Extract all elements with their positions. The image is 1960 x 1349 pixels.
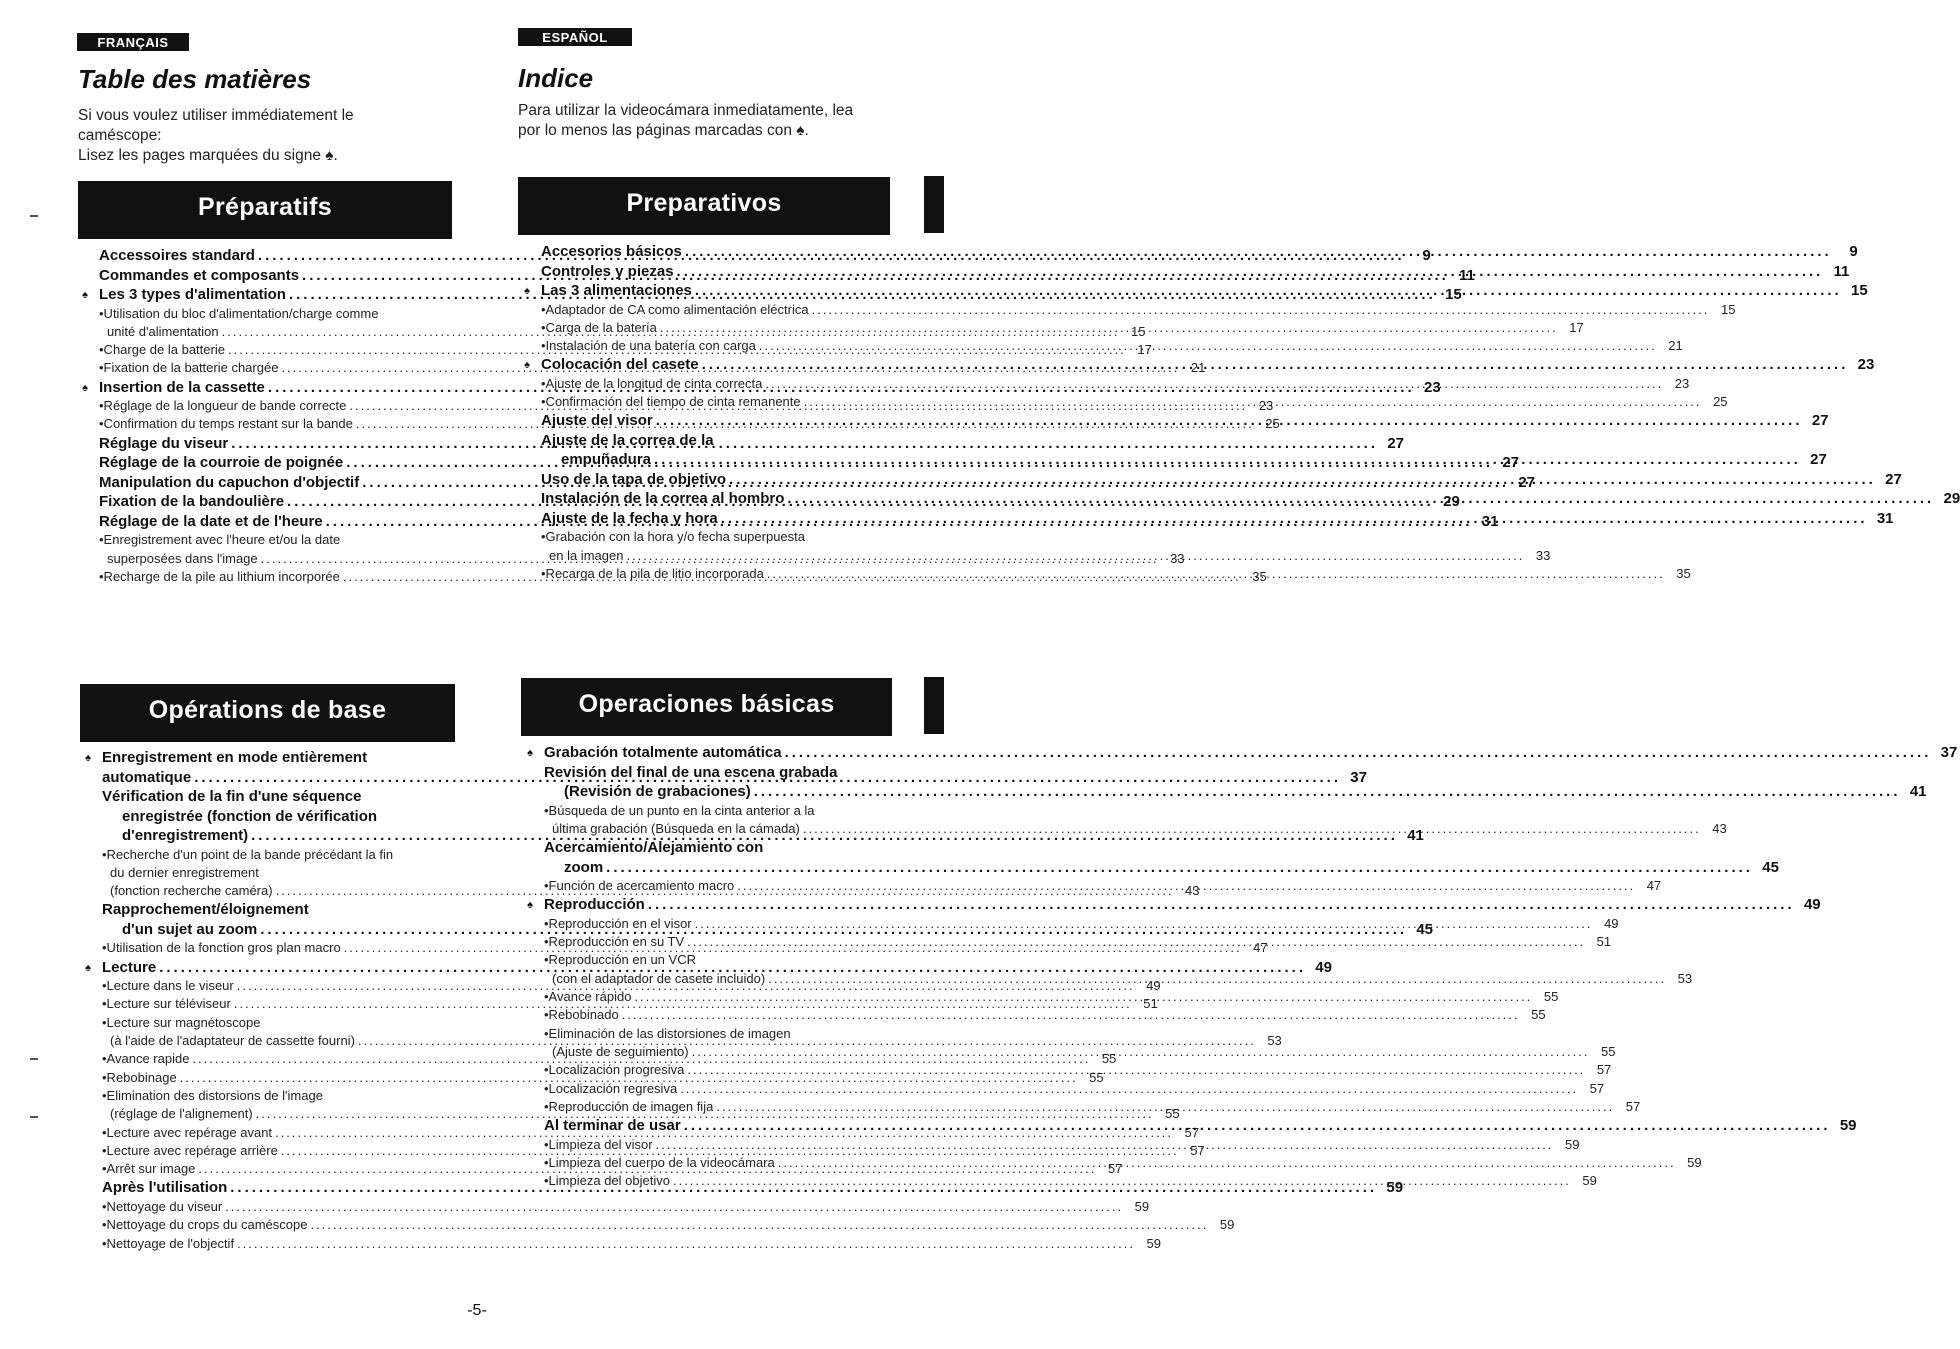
page-reference: 11 <box>1833 262 1850 280</box>
dot-leader <box>670 1172 1571 1190</box>
dot-leader <box>645 895 1795 915</box>
toc-entry-text: Après l'utilisation <box>102 1179 228 1197</box>
toc-entry-text: Uso de la tapa de objetivo <box>541 470 727 488</box>
toc-entry-text: •Función de acercamiento macro <box>544 878 735 894</box>
toc-entry-text: •Limpieza del objetivo <box>544 1173 670 1189</box>
page-reference: 57 <box>1190 1142 1205 1158</box>
page-reference: 23 <box>1424 378 1441 396</box>
dot-leader <box>657 319 1558 337</box>
page-reference: 43 <box>1712 820 1727 836</box>
toc-entry-text: Insertion de la cassette <box>99 378 265 396</box>
toc-entry-text: •Reproducción en su TV <box>544 934 685 950</box>
intro-line: por lo menos las páginas marcadas con ♠. <box>518 122 809 139</box>
toc-entry-text: Réglage de la date et de l'heure <box>99 512 323 530</box>
page-reference: 55 <box>1101 1051 1117 1067</box>
toc-entry-text: •Rebobinado <box>544 1007 619 1023</box>
toc-entry-text: Controles y piezas <box>541 262 674 280</box>
toc-entry-text: •Enregistrement avec l'heure et/ou la date <box>99 532 341 548</box>
toc-entry-text: Grabación totalmente automática <box>544 744 782 761</box>
toc-entry <box>527 895 1821 915</box>
toc-entry-text: zoom <box>564 858 604 876</box>
toc-entry-text: •Nettoyage de l'objectif <box>102 1235 235 1251</box>
dot-leader <box>809 301 1710 319</box>
toc-subentry <box>541 547 1551 565</box>
toc-subentry <box>544 951 896 969</box>
dot-leader <box>619 1006 1520 1024</box>
toc-entry-text: Lecture <box>102 958 157 976</box>
dot-leader <box>699 355 1849 375</box>
section-banner-operaciones-basicas <box>521 678 892 736</box>
page-reference: 25 <box>1265 416 1280 432</box>
intro-line: caméscope: <box>78 127 162 144</box>
edge-thumb-tab <box>924 677 944 734</box>
toc-subentry <box>544 1043 1616 1061</box>
toc-entry <box>541 262 1850 282</box>
page-reference: 21 <box>1190 360 1206 376</box>
page-reference: 43 <box>1185 883 1200 899</box>
page-reference: 57 <box>1596 1062 1612 1078</box>
toc-entry-text: Ajuste del visor <box>541 412 653 430</box>
toc-entry-text: •Nettoyage du crops du caméscope <box>102 1217 308 1233</box>
dot-leader <box>623 547 1524 565</box>
intro-line: Lisez les pages marquées du signe ♠. <box>78 147 338 164</box>
toc-entry-text: •Recherche d'un point de la bande précédant la fin <box>102 846 394 862</box>
page-reference: 9 <box>1849 243 1858 260</box>
toc-entry-text: •Localización regresiva <box>544 1080 678 1096</box>
dot-leader <box>682 242 1832 262</box>
page-reference: 21 <box>1668 338 1683 354</box>
intro-line: Si vous voulez utiliser immédiatement le <box>78 107 354 124</box>
toc-entry-text: Ajuste de la correa de la <box>541 431 714 449</box>
page-reference: 23 <box>1857 356 1875 374</box>
page-reference: 59 <box>1146 1235 1161 1251</box>
toc-entry-text: du dernier enregistrement <box>110 864 259 880</box>
toc-entry-text: enregistrée (fonction de vérification <box>122 807 378 825</box>
dot-leader <box>726 470 1876 490</box>
toc-subentry <box>102 846 458 864</box>
page-title-spanish: Indice <box>518 63 594 93</box>
spade-marker-icon: ♠ <box>527 747 533 759</box>
page-reference: 51 <box>1143 996 1158 1012</box>
toc-entry <box>541 450 1827 470</box>
page-reference: 37 <box>1350 768 1367 786</box>
toc-entry-text: •Localización progresiva <box>544 1062 685 1078</box>
toc-subentry <box>102 864 458 882</box>
toc-entry-text: •Búsqueda de un punto en la cinta anterior a la <box>544 802 815 818</box>
dot-leader <box>674 262 1824 282</box>
page-reference: 15 <box>1445 286 1462 303</box>
page-reference: 37 <box>1940 744 1958 761</box>
toc-entry <box>541 509 1894 529</box>
toc-entry <box>541 470 1902 490</box>
toc-entry-text: •Arrêt sur image <box>102 1161 196 1177</box>
toc-entry-text: •Utilisation du bloc d'alimentation/charge comme <box>99 305 379 321</box>
toc-entry-text: •Recharge de la pile au lithium incorporée <box>99 568 340 584</box>
page-reference: 33 <box>1170 550 1185 566</box>
toc-entry-text: •Avance rapide <box>102 1051 190 1067</box>
dot-leader <box>681 1116 1831 1136</box>
section-heading: Opérations de base <box>148 696 387 724</box>
dot-leader <box>801 393 1702 411</box>
page-reference: 23 <box>1258 398 1274 414</box>
spade-marker-icon: ♠ <box>85 961 91 974</box>
toc-entry-text: •Réglage de la longueur de bande correcte <box>99 398 347 414</box>
toc-entry-text: •Limpieza del cuerpo de la videocámara <box>544 1154 775 1170</box>
page-reference: 45 <box>1762 858 1779 876</box>
toc-entry-text: Accesorios básicos <box>541 243 682 260</box>
dot-leader <box>222 1198 1123 1216</box>
toc-entry <box>524 281 1868 301</box>
toc-entry-text: superposées dans l'image <box>107 550 258 566</box>
page-reference: 55 <box>1089 1069 1104 1085</box>
page-reference: 25 <box>1713 394 1728 410</box>
toc-subentry <box>541 375 1690 393</box>
toc-entry-text: Manipulation du capuchon d'objectif <box>99 473 360 491</box>
page-reference: 17 <box>1569 319 1584 335</box>
toc-subentry <box>544 1006 1546 1024</box>
toc-entry-text: automatique <box>102 768 192 786</box>
intro-line: Para utilizar la videocámara inmediatamente, lea <box>518 102 854 119</box>
dot-leader <box>692 281 1842 301</box>
dot-leader <box>307 1216 1208 1234</box>
toc-entry-text: (Ajuste de seguimiento) <box>552 1043 689 1059</box>
toc-entry-text: •Instalación de una batería con carga <box>541 338 756 354</box>
toc-entry-text: Las 3 alimentaciones <box>541 282 692 299</box>
page-reference: 59 <box>1687 1154 1702 1170</box>
page-reference: 57 <box>1589 1080 1605 1096</box>
toc-entry-text: Commandes et composants <box>99 266 300 284</box>
toc-entry-text: •Lecture sur magnétoscope <box>102 1014 261 1030</box>
page-reference: 55 <box>1543 989 1559 1005</box>
toc-subentry <box>541 565 1691 583</box>
section-heading: Operaciones básicas <box>578 690 835 718</box>
toc-entry-text: •Lecture avec repérage avant <box>102 1124 273 1140</box>
page-reference: 27 <box>1810 451 1827 469</box>
page-reference: 35 <box>1676 566 1691 582</box>
page-reference: 41 <box>1909 783 1927 800</box>
page-reference: 55 <box>1531 1007 1546 1023</box>
toc-entry <box>102 807 458 827</box>
dot-leader <box>718 509 1868 529</box>
intro-french <box>78 106 408 166</box>
toc-entry-text: •Eliminación de las distorsiones de imagen <box>544 1025 791 1041</box>
toc-entry-text: •Reproducción en el visor <box>544 915 692 931</box>
page-reference: 51 <box>1596 934 1612 950</box>
toc-entry-text: •Recarga de la pila de litio incorporada <box>541 566 764 582</box>
toc-list-preparativos <box>524 242 1960 583</box>
toc-entry-text: •Lecture dans le viseur <box>102 978 234 994</box>
page-reference: 41 <box>1407 827 1424 844</box>
page-reference: 31 <box>1481 512 1499 530</box>
page-reference: 33 <box>1535 547 1551 563</box>
toc-entry-text: •Utilisation de la fonction gros plan macro <box>102 940 341 956</box>
toc-entry <box>544 838 896 858</box>
dot-leader <box>756 337 1657 355</box>
language-tag-french: FRANÇAIS <box>77 33 189 51</box>
toc-entry <box>541 242 1858 262</box>
toc-entry-text: última grabación (Búsqueda en la cámada) <box>552 820 800 836</box>
dot-leader <box>764 565 1665 583</box>
dot-leader <box>603 858 1753 878</box>
page-reference: 29 <box>1943 490 1960 508</box>
toc-subentry <box>544 1025 896 1043</box>
toc-entry-text: Revisión del final de una escena grabada <box>544 763 838 781</box>
toc-subentry <box>102 1198 1150 1216</box>
dot-leader <box>751 782 1901 802</box>
margin-tick <box>30 1058 38 1060</box>
page-reference: 27 <box>1518 473 1536 491</box>
spade-marker-icon: ♠ <box>524 359 530 372</box>
toc-subentry <box>102 1235 1161 1253</box>
page-reference: 47 <box>1253 940 1268 956</box>
spade-marker-icon: ♠ <box>524 285 530 297</box>
page-number: -5- <box>467 1302 487 1319</box>
toc-entry-text: empuñadura <box>561 451 652 469</box>
toc-entry <box>541 489 1960 509</box>
spade-marker-icon: ♠ <box>85 752 91 764</box>
page-title-french: Table des matières <box>78 64 312 94</box>
toc-entry <box>544 782 1927 802</box>
page-reference: 15 <box>1131 323 1146 339</box>
page-reference: 45 <box>1416 920 1434 938</box>
toc-subentry <box>102 1014 458 1032</box>
page-reference: 9 <box>1422 247 1431 264</box>
toc-entry-text: •Nettoyage du viseur <box>102 1198 223 1214</box>
toc-entry-text: Réglage de la courroie de poignée <box>99 454 344 472</box>
toc-entry-text: •Reproducción en un VCR <box>544 952 696 968</box>
toc-entry-text: Instalación de la correa al hombro <box>541 490 785 508</box>
page-reference: 17 <box>1137 342 1152 358</box>
toc-entry-text: Acercamiento/Alejamiento con <box>544 839 764 857</box>
dot-leader <box>653 411 1803 431</box>
page-reference: 15 <box>1851 282 1868 299</box>
page-reference: 59 <box>1565 1136 1580 1152</box>
toc-entry-text: •Lecture avec repérage arrière <box>102 1142 278 1158</box>
dot-leader <box>800 820 1701 838</box>
toc-entry-text: •Limpieza del visor <box>544 1136 653 1152</box>
page-reference: 47 <box>1646 878 1662 894</box>
section-heading: Préparatifs <box>198 193 332 221</box>
toc-entry-text: (réglage de l'alignement) <box>110 1106 253 1122</box>
toc-entry-text: (à l'aide de l'adaptateur de cassette fourni) <box>110 1033 355 1049</box>
toc-entry-text: •Elimination des distorsions de l'image <box>102 1087 323 1103</box>
dot-leader <box>684 933 1585 951</box>
toc-entry-text: d'enregistrement) <box>122 827 249 844</box>
dot-leader <box>653 1136 1554 1154</box>
page-reference: 57 <box>1625 1098 1641 1114</box>
toc-subentry <box>99 531 455 549</box>
page-reference: 57 <box>1107 1161 1123 1177</box>
page-reference: 27 <box>1885 470 1902 488</box>
toc-entry-text: (Revisión de grabaciones) <box>564 783 751 800</box>
toc-entry-text: (con el adaptador de casete incluido) <box>552 970 766 986</box>
page-reference: 49 <box>1315 958 1332 976</box>
dot-leader <box>762 375 1663 393</box>
page-reference: 59 <box>1386 1179 1404 1197</box>
toc-entry-text: Rapprochement/éloignement <box>102 901 309 919</box>
toc-entry <box>541 431 893 451</box>
page-reference: 59 <box>1839 1117 1857 1135</box>
page-reference: 53 <box>1677 970 1693 986</box>
dot-leader <box>234 1235 1135 1253</box>
toc-entry <box>544 858 1779 878</box>
toc-entry-text: •Avance rápido <box>544 989 632 1005</box>
toc-entry-text: •Carga de la batería <box>541 319 657 335</box>
toc-entry <box>102 900 458 920</box>
toc-entry-text: d'un sujet au zoom <box>122 920 258 938</box>
margin-tick <box>30 1116 38 1118</box>
edge-thumb-tab <box>924 176 944 233</box>
toc-entry-text: Accessoires standard <box>99 247 255 264</box>
toc-subentry <box>99 305 455 323</box>
toc-entry-text: •Confirmación del tiempo de cinta remanente <box>541 394 801 410</box>
page-reference: 55 <box>1601 1043 1616 1059</box>
section-banner-preparativos <box>518 177 890 235</box>
page-reference: 49 <box>1604 915 1619 931</box>
intro-spanish <box>518 101 898 141</box>
section-heading: Preparativos <box>626 189 782 217</box>
spade-marker-icon: ♠ <box>82 381 88 394</box>
page-reference: 57 <box>1184 1124 1199 1140</box>
toc-entry-text: Réglage du viseur <box>99 434 229 452</box>
toc-entry-text: •Adaptador de CA como alimentación eléctrica <box>541 301 809 317</box>
toc-entry-text: Fixation de la bandoulière <box>99 493 285 511</box>
toc-subentry <box>544 802 896 820</box>
toc-entry-text: •Rebobinage <box>102 1069 177 1085</box>
page-reference: 27 <box>1811 412 1829 430</box>
spade-marker-icon: ♠ <box>527 899 533 912</box>
toc-entry-text: Vérification de la fin d'une séquence <box>102 788 362 805</box>
toc-subentry <box>541 301 1736 319</box>
toc-subentry <box>544 1172 1597 1190</box>
page-reference: 15 <box>1721 301 1736 317</box>
toc-entry <box>85 748 458 768</box>
page-reference: 27 <box>1387 434 1405 452</box>
dot-leader <box>692 915 1593 933</box>
dot-leader <box>734 877 1635 895</box>
dot-leader <box>651 450 1801 470</box>
spade-marker-icon: ♠ <box>82 289 88 301</box>
toc-entry-text: •Ajuste de la longitud de cinta correcta <box>541 375 763 391</box>
margin-tick <box>30 215 38 217</box>
toc-subentry <box>541 528 893 546</box>
toc-entry-text: Enregistrement en mode entièrement <box>102 749 368 766</box>
toc-list-operaciones-basicas <box>527 743 1958 1191</box>
toc-entry-text: Al terminar de usar <box>544 1117 681 1135</box>
page-reference: 29 <box>1443 493 1460 511</box>
page-reference: 59 <box>1582 1173 1597 1189</box>
section-banner-preparatifs <box>78 181 452 239</box>
page-reference: 59 <box>1134 1198 1150 1214</box>
dot-leader <box>684 1061 1585 1079</box>
page-reference: 11 <box>1458 266 1475 284</box>
toc-entry-text: Ajuste de la fecha y hora <box>541 509 718 527</box>
toc-entry-text: unité d'alimentation <box>107 323 219 339</box>
toc-entry-text: Les 3 types d'alimentation <box>99 286 286 303</box>
page-reference: 55 <box>1165 1106 1180 1122</box>
page-reference: 49 <box>1803 896 1821 914</box>
dot-leader <box>631 988 1532 1006</box>
toc-subentry <box>544 1080 1605 1098</box>
dot-leader <box>784 489 1934 509</box>
page-reference: 53 <box>1267 1033 1282 1049</box>
toc-subentry <box>102 1087 458 1105</box>
toc-entry-text: (fonction recherche caméra) <box>110 883 273 899</box>
toc-subentry <box>102 1216 1235 1234</box>
toc-entry-text: en la imagen <box>549 547 624 563</box>
page-reference: 23 <box>1674 375 1690 391</box>
dot-leader <box>689 1043 1590 1061</box>
toc-entry-text: •Confirmation du temps restant sur la bande <box>99 416 353 432</box>
language-tag-spanish: ESPAÑOL <box>518 28 632 46</box>
toc-entry-text: •Charge de la batterie <box>99 342 225 358</box>
toc-entry-text: •Lecture sur téléviseur <box>102 996 231 1012</box>
toc-entry-text: •Grabación con la hora y/o fecha superpuesta <box>541 529 805 545</box>
dot-leader <box>765 970 1666 988</box>
page-reference: 31 <box>1876 509 1894 527</box>
page-reference: 49 <box>1146 978 1161 994</box>
dot-leader <box>782 743 1932 763</box>
toc-entry-text: Reproducción <box>544 896 645 914</box>
toc-entry-text: •Fixation de la batterie chargée <box>99 360 279 376</box>
toc-entry <box>527 743 1958 763</box>
dot-leader <box>713 1098 1614 1116</box>
toc-entry-text: Colocación del casete <box>541 356 699 374</box>
toc-entry <box>102 787 458 807</box>
page-reference: 35 <box>1252 568 1267 584</box>
section-banner-operations-de-base <box>80 684 455 742</box>
page-reference: 59 <box>1219 1217 1235 1233</box>
dot-leader <box>775 1154 1676 1172</box>
page-reference: 27 <box>1502 454 1520 472</box>
dot-leader <box>677 1080 1578 1098</box>
toc-entry <box>544 763 896 783</box>
toc-entry-text: •Reproducción de imagen fija <box>544 1098 714 1114</box>
